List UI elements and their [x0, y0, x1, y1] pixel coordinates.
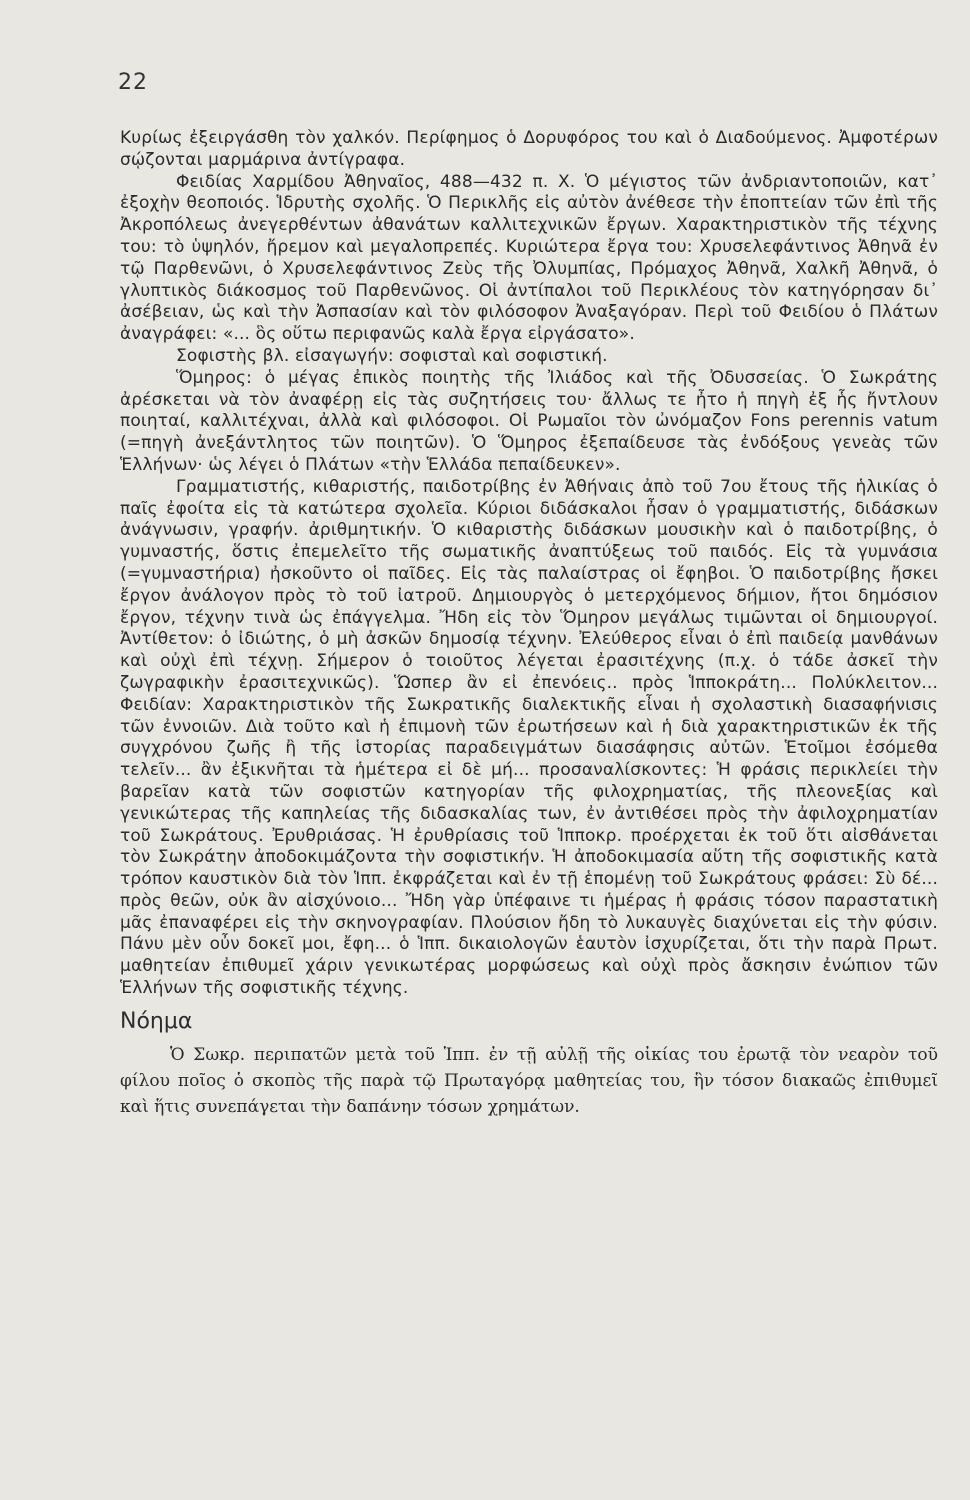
paragraph: Σοφιστὴς βλ. εἰσαγωγήν: σοφισταὶ καὶ σοφιστική.: [176, 345, 608, 366]
paragraph: Ὅμηρος: ὁ μέγας ἐπικὸς ποιητὴς τῆς Ἰλιάδος καὶ τῆς Ὀδυσσείας. Ὁ Σωκράτης ἀρέσκεται νὰ τὸν ἀναφέρῃ εἰς τὰς συζητήσεις του· ἄλλως τε ἦτο ἡ πηγὴ ἐξ ἧς ἤντλουν ποιηταί, καλλιτέχναι, ἀλλὰ καὶ φιλόσοφοι. Οἱ Ρωμαῖοι τὸν ὠνόμαζον Fons perennis vatum (=πηγὴ ἀνεξάντλητος τῶν ποιητῶν). Ὁ Ὅμηρος ἐξεπαίδευσε τὰς ἐνδόξους γενεὰς τῶν Ἑλλήνων· ὡς λέγει ὁ Πλάτων «τὴν Ἑλλάδα πεπαίδευκεν».: [120, 367, 938, 475]
paragraph: Κυρίως ἐξειργάσθη τὸν χαλκόν. Περίφημος ὁ Δορυφόρος του καὶ ὁ Διαδούμενος. Ἀμφοτέρων σῴζονται μαρμάρινα ἀντίγραφα.: [120, 128, 938, 170]
paragraph: Φειδίας Χαρμίδου Ἀθηναῖος, 488—432 π. Χ. Ὁ μέγιστος τῶν ἀνδριαντοποιῶν, κατ᾽ ἐξοχὴν θεοποιός. Ἱδρυτὴς σχολῆς. Ὁ Περικλῆς εἰς αὐτὸν ἀνέθεσε τὴν ἐποπτείαν τῶν ἐπὶ τῆς Ἀκροπόλεως ἀνεγερθέντων ἀθανάτων καλλιτεχνικῶν ἔργων. Χαρακτηριστικὸν τῆς τέχνης του: τὸ ὑψηλόν, ἤρεμον καὶ μεγαλοπρεπές. Κυριώτερα ἔργα του: Χρυσελεφάντινος Ἀθηνᾶ ἐν τῷ Παρθενῶνι, ὁ Χρυσελεφάντινος Ζεὺς τῆς Ὀλυμπίας, Πρόμαχος Ἀθηνᾶ, Χαλκῆ Ἀθηνᾶ, ὁ γλυπτικὸς διάκοσμος τοῦ Παρθενῶνος. Οἱ ἀντίπαλοι τοῦ Περικλέους τὸν κατηγόρησαν δι᾽ ἀσέβειαν, ὡς καὶ τὴν Ἀσπασίαν καὶ τὸν φιλόσοφον Ἀναξαγόραν. Περὶ τοῦ Φειδίου ὁ Πλάτων ἀναγράφει: «... ὃς οὕτω περιφανῶς καλὰ ἔργα εἰργάσατο».: [120, 171, 938, 345]
page-number: 22: [118, 70, 148, 95]
commentary-text: [120, 128, 938, 1000]
noima-text: [120, 1042, 938, 1120]
paragraph: Ὁ Σωκρ. περιπατῶν μετὰ τοῦ Ἱππ. ἐν τῇ αὐλῇ τῆς οἰκίας του ἐρωτᾷ τὸν νεαρὸν τοῦ φίλου ποῖος ὁ σκοπὸς τῆς παρὰ τῷ Πρωταγόρᾳ μαθητείας του, ἣν τόσον διακαῶς ἐπιθυμεῖ καὶ ἥτις συνεπάγεται τὴν δαπάνην τόσων χρημάτων.: [120, 1044, 938, 1117]
page-body: [120, 128, 938, 1120]
paragraph: Γραμματιστής, κιθαριστής, παιδοτρίβης ἐν Ἀθήναις ἀπὸ τοῦ 7ου ἔτους τῆς ἡλικίας ὁ παῖς ἐφοίτα εἰς τὰ κατώτερα σχολεῖα. Κύριοι διδάσκαλοι ἦσαν ὁ γραμματιστής, διδάσκων ἀνάγνωσιν, γραφήν. ἀριθμητικήν. Ὁ κιθαριστὴς διδάσκων μουσικὴν καὶ ὁ παιδοτρίβης, ὁ γυμναστής, ὅστις ἐπεμελεῖτο τῆς σωματικῆς ἀναπτύξεως τοῦ παιδός. Εἰς τὰ γυμνάσια (=γυμναστήρια) ἠσκοῦντο οἱ παῖδες. Εἰς τὰς παλαίστρας οἱ ἔφηβοι. Ὁ παιδοτρίβης ἤσκει ἔργον ἀνάλογον πρὸς τὸ τοῦ ἰατροῦ. Δημιουργὸς ὁ μετερχόμενος δήμιον, ἤτοι δημόσιον ἔργον, τέχνην τινὰ ὡς ἐπάγγελμα. Ἤδη εἰς τὸν Ὅμηρον μεγάλως τιμῶνται οἱ δημιουργοί. Ἀντίθετον: ὁ ἰδιώτης, ὁ μὴ ἀσκῶν δημοσίᾳ τέχνην. Ἐλεύθερος εἶναι ὁ ἐπὶ παιδείᾳ μανθάνων καὶ οὐχὶ ἐπὶ τέχνῃ. Σήμερον ὁ τοιοῦτος λέγεται ἐρασιτέχνης (π.χ. ὁ τάδε ἀσκεῖ τὴν ζωγραφικὴν ἐρασιτεχνικῶς). Ὥσπερ ἂν εἰ ἐπενόεις.. πρὸς Ἱπποκράτη... Πολύκλειτον... Φειδίαν: Χαρακτηριστικὸν τῆς Σωκρατικῆς διαλεκτικῆς εἶναι ἡ σχολαστικὴ διασαφήνισις τῶν ἐννοιῶν. Διὰ τοῦτο καὶ ἡ ἐπιμονὴ τῶν ἐρωτήσεων καὶ ἡ διὰ χαρακτηριστικῶν ἐκ τῆς συγχρόνου ζωῆς ἢ τῆς ἱστορίας παραδειγμάτων διασάφησις αὐτῶν. Ἑτοῖμοι ἐσόμεθα τελεῖν... ἂν ἐξικνῆται τὰ ἡμέτερα εἰ δὲ μή... προσαναλίσκοντες: Ἡ φράσις περικλείει τὴν βαρεῖαν κατὰ τῶν σοφιστῶν κατηγορίαν τῆς φιλοχρηματίας, τῆς πλεονεξίας καὶ γενικώτερας τῆς καπηλείας τῆς διδασκαλίας των, ἐν ἀντιθέσει πρὸς τὴν ἀφιλοχρηματίαν τοῦ Σωκράτους. Ἐρυθριάσας. Ἡ ἐρυθρίασις τοῦ Ἱπποκρ. προέρχεται ἐκ τοῦ ὅτι αἰσθάνεται τὸν Σωκράτην ἀποδοκιμάζοντα τὴν σοφιστικήν. Ἡ ἀποδοκιμασία αὕτη τῆς σοφιστικῆς κατὰ τρόπον καυστικὸν διὰ τὸν Ἱππ. ἐκφράζεται καὶ ἐν τῇ ἑπομένῃ τοῦ Σωκράτους φράσει: Σὺ δέ... πρὸς θεῶν, οὐκ ἂν αἰσχύνοιο... Ἤδη γὰρ ὑπέφαινε τι ἡμέρας ἡ φράσις τόσον παραστατικὴ μᾶς ἐπαναφέρει εἰς τὴν σκηνογραφίαν. Πλούσιον ἤδη τὸ λυκαυγὲς διαχύνεται εἰς τὴν φύσιν. Πάνυ μὲν οὖν δοκεῖ μοι, ἔφη... ὁ Ἱππ. δικαιολογῶν ἑαυτὸν ἰσχυρίζεται, ὅτι τὴν παρὰ Πρωτ. μαθητείαν ἐπιθυμεῖ χάριν γενικωτέρας μορφώσεως καὶ οὐχὶ πρὸς ἄσκησιν ἐνώπιον τῶν Ἑλλήνων τῆς σοφιστικῆς τέχνης.: [120, 476, 938, 999]
section-heading: Νόημα: [120, 1008, 193, 1034]
